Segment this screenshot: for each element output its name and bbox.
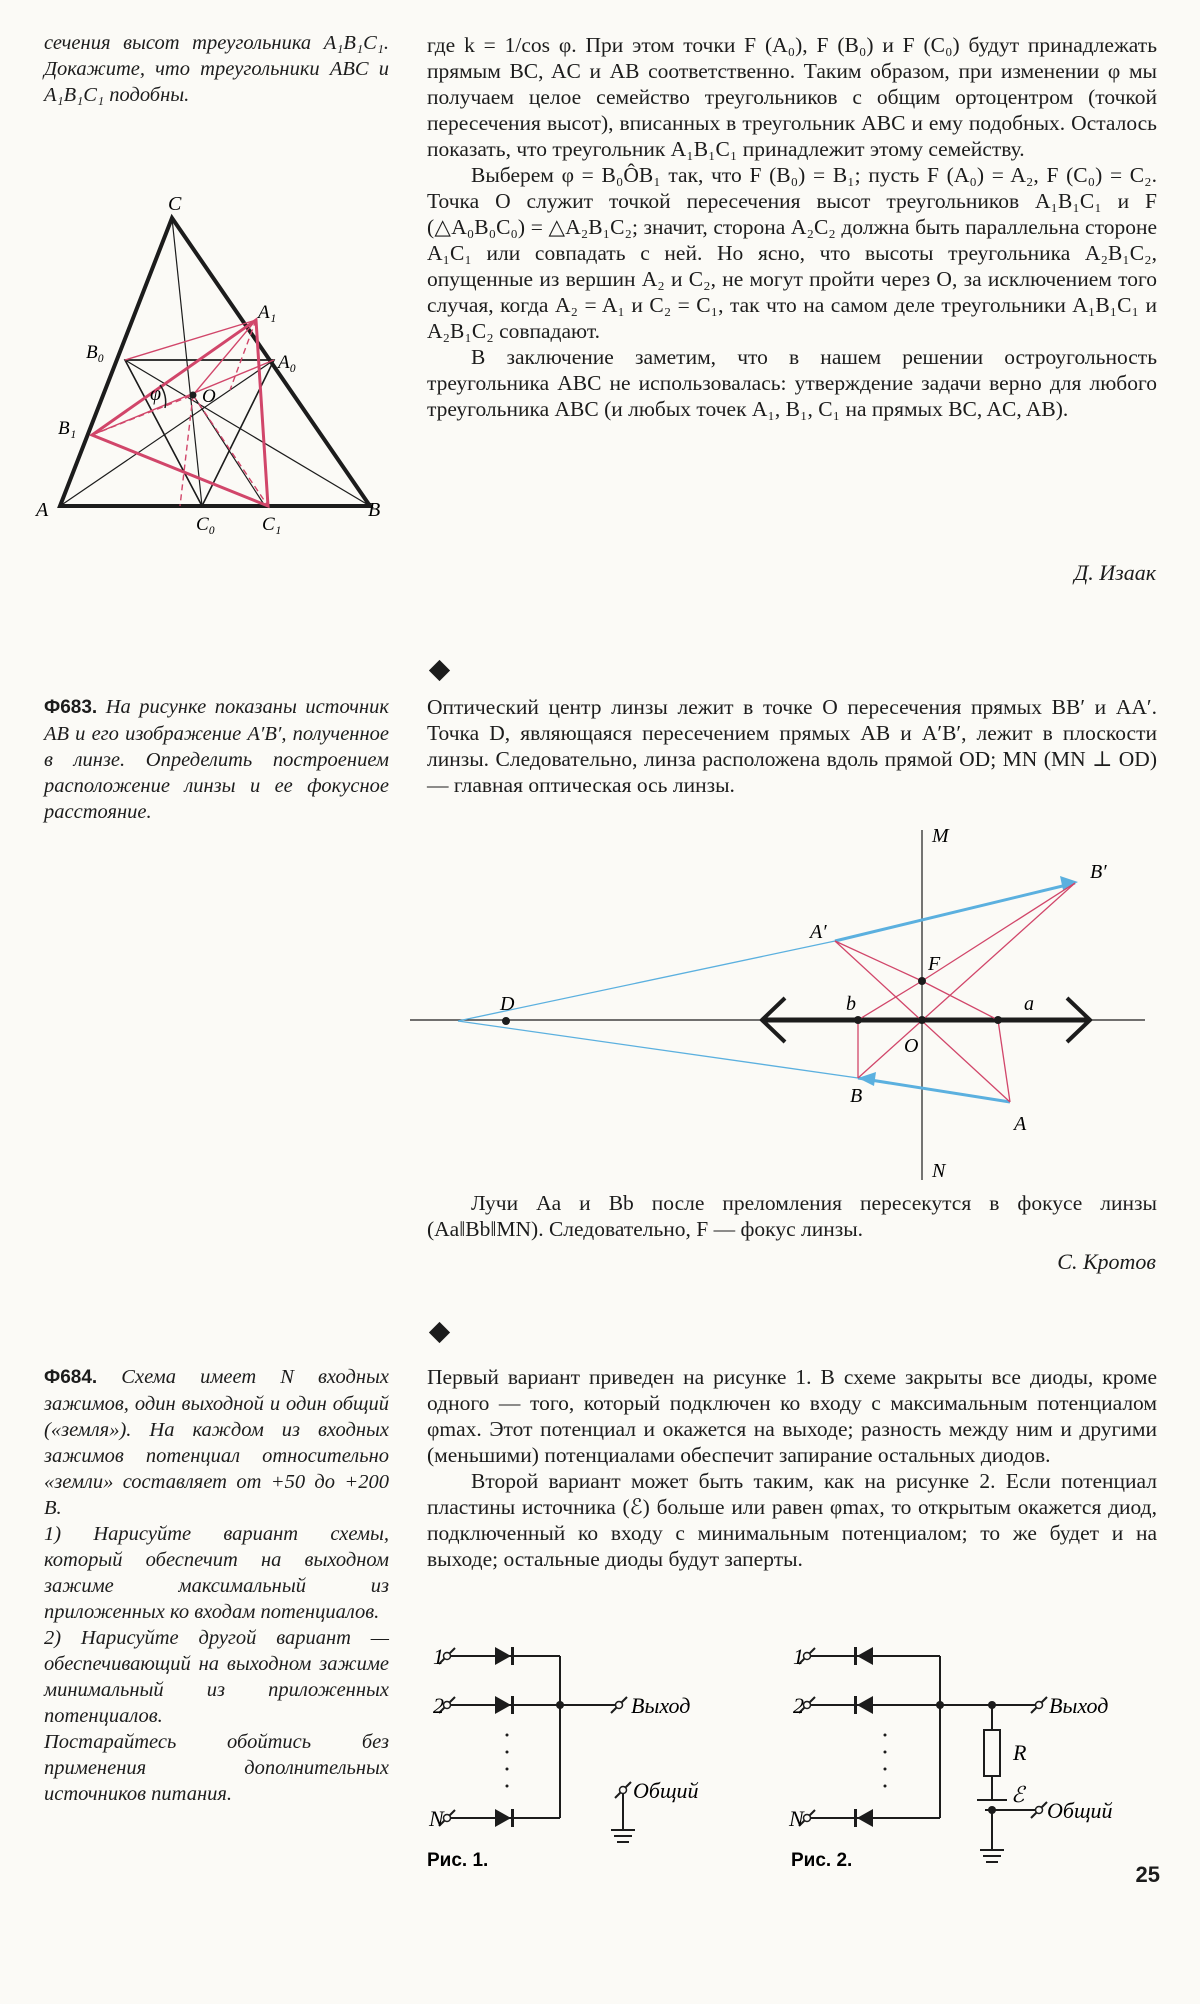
- triangle-figure: [30, 190, 410, 550]
- label-a1: A₁: [258, 302, 277, 323]
- red-b-b-prime: [858, 883, 1075, 1078]
- point-b-small: [854, 1016, 862, 1024]
- fig1-caption: Рис. 1.: [427, 1850, 489, 1871]
- p683-solution: [427, 694, 1157, 798]
- point-d: [502, 1017, 510, 1025]
- p684-task-1: 1) Нарисуйте вариант схемы, который обеспечит на выходном зажиме максимальный из приложенных ко входам потенциалов.: [44, 1523, 389, 1623]
- p683-problem: [44, 694, 389, 825]
- triangle-abc: [60, 218, 370, 506]
- p684-task-3: Постарайтесь обойтись без применения дополнительных источников питания.: [44, 1731, 389, 1805]
- fig2-resistor-label: R: [1013, 1740, 1027, 1765]
- point-a-small: [994, 1016, 1002, 1024]
- p682-paragraph-1: где k = 1/cos φ. При этом точки F (A₀), F (B₀) и F (C₀) будут принадлежать прямым BC, AC и AB соответственно. Таким образом, при изменении φ мы получаем целое семейство треугольников с общим ортоцентром (точкой пересечения высот), вписанных в треугольник ABC и ему подобных. Осталось показать, что треугольник A₁B₁C₁ принадлежит этому семейству.: [427, 33, 1157, 161]
- red-b-prime-f: [922, 883, 1075, 981]
- red-f-b: [858, 981, 922, 1020]
- point-o: [918, 1016, 926, 1024]
- diodes-fig-2: [854, 1647, 873, 1827]
- label-a-prime: A′: [810, 921, 827, 943]
- fig1-input-2: 2: [433, 1693, 444, 1718]
- image-a-prime-b-prime: [835, 883, 1075, 941]
- fig1-output-label: Выход: [631, 1693, 691, 1718]
- fig2-caption: Рис. 2.: [791, 1850, 853, 1871]
- label-b0: B₀: [86, 342, 105, 363]
- dashed-o-c: [180, 395, 193, 506]
- red-aa: [998, 1020, 1010, 1102]
- dots-fig-2: [884, 1734, 887, 1788]
- p682-left-paragraph: сечения высот треугольника A₁B₁C₁. Докажите, что треугольники ABC и A₁B₁C₁ подобны.: [44, 32, 389, 106]
- label-b: B: [850, 1085, 863, 1107]
- label-b-small: b: [846, 993, 856, 1015]
- section-diamond-684: [429, 1322, 450, 1343]
- diodes-fig-1: [495, 1647, 514, 1827]
- label-o: O: [904, 1035, 919, 1057]
- label-b1: B₁: [58, 418, 77, 439]
- ray-d-a-prime: [458, 941, 835, 1021]
- fig1-input-n: N: [429, 1806, 444, 1831]
- fig2-input-1: 1: [793, 1644, 804, 1669]
- p683-number: Ф683.: [44, 697, 98, 718]
- p684-solution: [427, 1364, 1157, 1572]
- p684-paragraph-2: Второй вариант может быть таким, как на рисунке 2. Если потенциал пластины источника (ℰ) больше или равен φmax, то открытым окажется диод, подключенный ко входу с минимальным потенциалом; то же будет и на выходе; остальные диоды будут заперты.: [427, 1469, 1157, 1571]
- p683-solution-text: Оптический центр линзы лежит в точке O пересечения прямых BB′ и AA′. Точка D, являющаяся пересечением прямых AB и A′B′, лежит в плоскости линзы. Следовательно, линза расположена вдоль прямой OD; MN (MN ⊥ OD) — главная оптическая ось линзы.: [427, 695, 1157, 797]
- p684-intro: Схема имеет N входных зажимов, один выходной и один общий («земля»). На каждом из входных зажимов потенциал относительно «земли» составляет от +50 до +200 В.: [44, 1366, 389, 1519]
- label-phi: φ: [150, 383, 162, 405]
- fig2-input-2: 2: [793, 1693, 804, 1718]
- point-o: [190, 392, 197, 399]
- label-m: M: [932, 825, 949, 847]
- label-f: F: [928, 953, 941, 975]
- p682-paragraph-2: Выберем φ = B₀ÔB₁ так, что F (B₀) = B₁; пусть F (A₀) = A₂, F (C₀) = C₂. Точка O служит точкой пересечения высот треугольников A₁B₁C₁ и F (△A₀B₀C₀) = △A₂B₁C₂; значит, сторона A₂C₂ должна быть параллельна стороне A₁C₁ или совпадать с ней. Но ясно, что высоты треугольника A₂B₁C₂, опущенные из вершин A₂ и C₂, не могут пройти через O, за исключением того случая, когда A₂ = A₁ и C₂ = C₁, так что на самом деле треугольники A₁B₁C₁ и A₂B₁C₂ совпадают.: [427, 163, 1157, 343]
- altitude-b0: [125, 360, 202, 506]
- fig2-ground-label: Общий: [1047, 1798, 1113, 1823]
- triangle-a1b1c1: [92, 320, 268, 506]
- p684-task-2: 2) Нарисуйте другой вариант — обеспечивающий на выходном зажиме минимальный из приложенных потенциалов.: [44, 1627, 389, 1727]
- fig1-ground-label: Общий: [633, 1778, 699, 1803]
- fig2-output-label: Выход: [1049, 1693, 1109, 1718]
- p683-conclusion: [427, 1190, 1157, 1242]
- p682-author: Д. Изаак: [1074, 560, 1156, 585]
- label-o: O: [202, 386, 216, 407]
- lens-figure: [410, 820, 1170, 1200]
- fig2-input-n: N: [789, 1806, 804, 1831]
- dots-fig-1: [506, 1734, 509, 1788]
- circuit-fig-1: [425, 1630, 745, 1880]
- p682-left-text: [44, 30, 389, 108]
- label-b-prime: B′: [1090, 861, 1107, 883]
- label-a: A: [1014, 1113, 1027, 1135]
- label-c: C: [168, 193, 182, 215]
- fig2-emf-label: ℰ: [1011, 1782, 1025, 1807]
- p683-problem-text: На рисунке показаны источник AB и его изображение A′B′, полученное в линзе. Определить построением расположение линзы и ее фокусное расстояние.: [44, 696, 389, 823]
- p684-paragraph-1: Первый вариант приведен на рисунке 1. В схеме закрыты все диоды, кроме одного — того, который подключен ко входу с максимальным потенциалом φmax. Этот потенциал и окажется на выходе; разность между ним и другими (меньшими) потенциалами обеспечит запирание остальных диодов.: [427, 1365, 1157, 1467]
- label-a0: A₀: [278, 352, 297, 373]
- p682-paragraph-3: В заключение заметим, что в нашем решении остроугольность треугольника ABC не использовалась: утверждение задачи верно для любого треугольника ABC (и любых точек A₁, B₁, C₁ на прямых BC, AC, AB).: [427, 345, 1157, 421]
- label-c1: C₁: [262, 514, 282, 535]
- p683-conclusion-text: Лучи Aa и Bb после преломления пересекутся в фокусе линзы (Aa‖Bb‖MN). Следовательно, F — фокус линзы.: [427, 1191, 1157, 1241]
- red-a-prime-f: [835, 941, 922, 981]
- fig1-input-1: 1: [433, 1644, 444, 1669]
- label-b: B: [368, 499, 381, 521]
- p684-problem: [44, 1364, 389, 1807]
- circuit-fig-2: [785, 1630, 1165, 1880]
- altitude-b: [125, 360, 370, 506]
- red-a1-b0: [125, 320, 256, 360]
- label-a-small: a: [1024, 993, 1034, 1015]
- ray-d-b: [458, 1021, 858, 1078]
- p684-number: Ф684.: [44, 1367, 98, 1388]
- label-a: A: [36, 499, 49, 521]
- section-diamond-683: [429, 660, 450, 681]
- label-n: N: [932, 1160, 946, 1182]
- p682-solution: [427, 32, 1157, 422]
- page-number: 25: [1135, 1862, 1160, 1887]
- label-c0: C₀: [196, 514, 216, 535]
- label-d: D: [500, 993, 515, 1015]
- point-f: [918, 977, 926, 985]
- p683-author: С. Кротов: [1057, 1249, 1156, 1274]
- source-arrowhead: [858, 1072, 876, 1086]
